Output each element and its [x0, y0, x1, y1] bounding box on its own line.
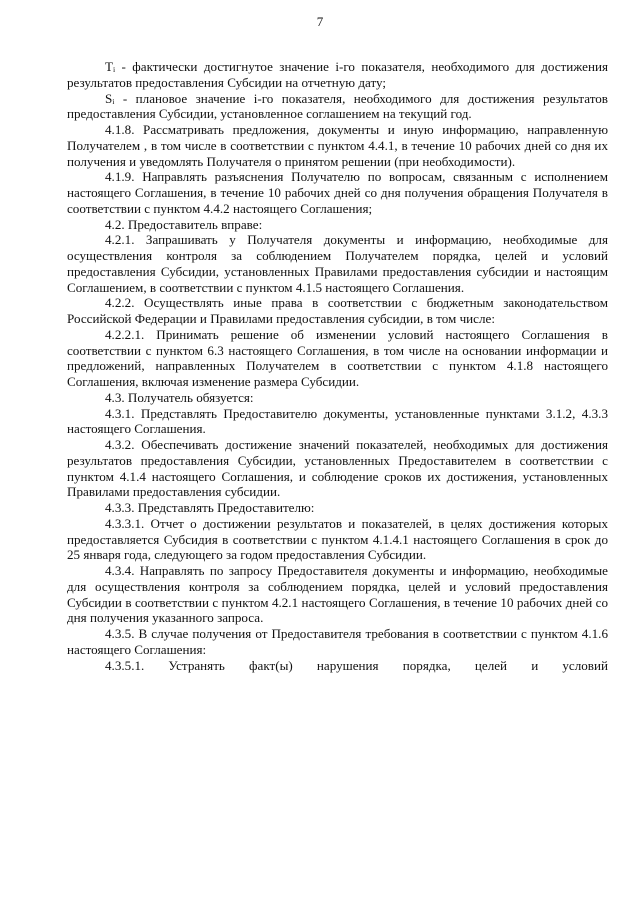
paragraph-4-3-2: 4.3.2. Обеспечивать достижение значений показателей, необходимых для достижения результатов предоставления Субсидии, установленных Предоставителем в соответствии с пунктом 4.1.4 настоящего Соглашения, и соблюдение сроков их достижения, установленных Правилами предоставления субсидии.	[67, 437, 608, 500]
paragraph-4-3-5: 4.3.5. В случае получения от Предоставителя требования в соответствии с пунктом 4.1.6 настоящего Соглашения:	[67, 626, 608, 657]
paragraph-4-3-5-1: 4.3.5.1. Устранять факт(ы) нарушения порядка, целей и условий	[105, 657, 608, 673]
paragraph-4-1-8: 4.1.8. Рассматривать предложения, документы и иную информацию, направленную Получателем , в том числе в соответствии с пунктом 4.4.1, в течение 10 рабочих дней со дня их получения и уведомлять Получателя о принятом решении (при необходимости).	[67, 122, 608, 169]
paragraph-4-2-2: 4.2.2. Осуществлять иные права в соответствии с бюджетным законодательством Российской Федерации и Правилами предоставления субсидии, в том числе:	[67, 295, 608, 326]
paragraph-4-3: 4.3. Получатель обязуется:	[105, 389, 254, 405]
paragraph-t-definition: Tᵢ - фактически достигнутое значение i-го показателя, необходимого для достижения результатов предоставления Субсидии на отчетную дату;	[67, 59, 608, 90]
paragraph-4-2: 4.2. Предоставитель вправе:	[105, 216, 263, 232]
page-number: 7	[316, 14, 324, 29]
paragraph-4-2-2-1: 4.2.2.1. Принимать решение об изменении условий настоящего Соглашения в соответствии с пунктом 6.3 настоящего Соглашения, в том числе на основании информации и предложений, направленных Получателем в соответствии с пунктом 4.1.8 настоящего Соглашения, включая изменение размера Субсидии.	[67, 326, 608, 389]
paragraph-4-3-3-1: 4.3.3.1. Отчет о достижении результатов и показателей, в целях достижения которых предоставляется Субсидия в соответствии с пунктом 4.1.4.1 настоящего Соглашения в срок до 25 января года, следующего за годом предоставления Субсидии.	[67, 515, 608, 563]
paragraph-4-3-1: 4.3.1. Представлять Предоставителю документы, установленные пунктами 3.1.2, 4.3.3 настоящего Соглашения.	[67, 405, 608, 437]
paragraph-s-definition: Sᵢ - плановое значение i-го показателя, необходимого для достижения результатов предоставления Субсидии, установленное соглашением на текущий год.	[67, 90, 608, 122]
paragraph-4-2-1: 4.2.1. Запрашивать у Получателя документы и информацию, необходимые для осуществления контроля за соблюдением Получателем порядка, целей и условий предоставления Субсидии, установленных Правилами предоставления субсидии и настоящим Соглашением, в соответствии с пунктом 4.1.5 настоящего Соглашения.	[67, 232, 608, 295]
paragraph-4-1-9: 4.1.9. Направлять разъяснения Получателю по вопросам, связанным с исполнением настоящего Соглашения, в течение 10 рабочих дней со дня получения обращения Получателя в соответствии с пунктом 4.4.2 настоящего Соглашения;	[67, 169, 608, 216]
paragraph-4-3-4: 4.3.4. Направлять по запросу Предоставителя документы и информацию, необходимые для осуществления контроля за соблюдением порядка, целей и условий предоставления Субсидии в соответствии с пунктом 4.2.1 настоящего Соглашения, в течение 10 рабочих дней со дня получения указанного запроса.	[67, 563, 608, 626]
document-body	[67, 59, 608, 673]
paragraph-4-3-3: 4.3.3. Представлять Предоставителю:	[105, 500, 315, 515]
